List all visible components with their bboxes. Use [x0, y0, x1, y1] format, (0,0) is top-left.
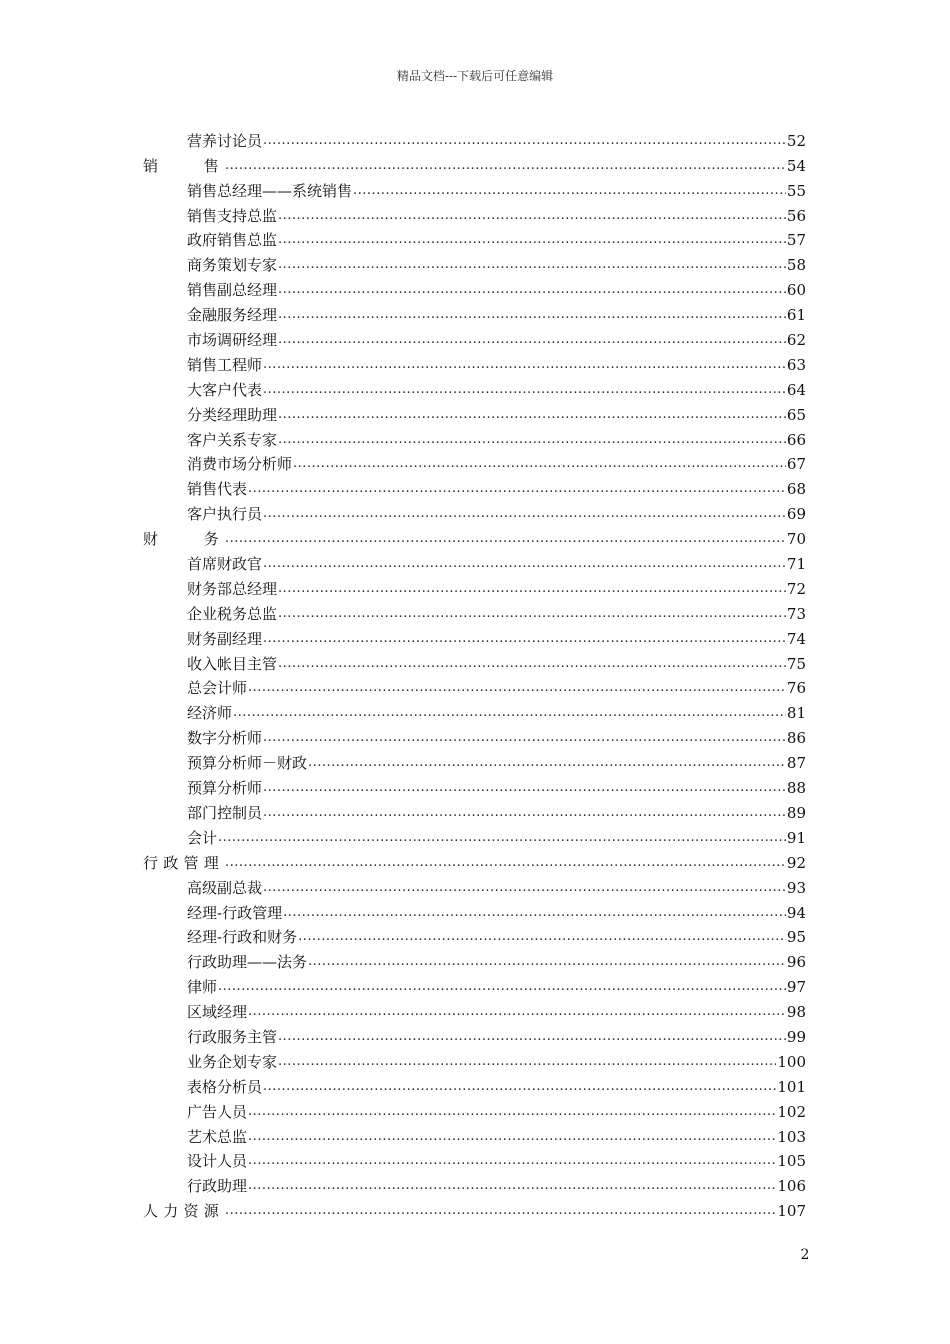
toc-dot-leader: [248, 678, 786, 698]
toc-entry[interactable]: [143, 574, 806, 599]
toc-page-number: 95: [786, 928, 806, 947]
toc-dot-leader: [225, 529, 786, 549]
toc-entry-title: 商务策划专家: [187, 256, 278, 275]
toc-dot-leader: [248, 1176, 776, 1196]
toc-page-number: 76: [786, 679, 806, 698]
toc-entry-title: 分类经理助理: [187, 405, 278, 424]
toc-entry-title: 行政助理——法务: [187, 953, 308, 972]
toc-dot-leader: [263, 629, 786, 649]
toc-page-number: 69: [786, 505, 806, 524]
toc-dot-leader: [263, 778, 786, 798]
toc-entry-title: 经理-行政管理: [187, 903, 283, 922]
toc-entry[interactable]: [143, 350, 806, 375]
toc-entry-title: 表格分析员: [187, 1077, 263, 1096]
toc-page-number: 94: [786, 903, 806, 922]
toc-entry-title: 区域经理: [187, 1003, 248, 1022]
toc-page-number: 97: [786, 978, 806, 997]
toc-entry[interactable]: [143, 1147, 806, 1172]
toc-entry-title: 行政助理: [187, 1177, 248, 1196]
toc-entry[interactable]: [143, 176, 806, 201]
toc-entry[interactable]: [143, 300, 806, 325]
toc-page-number: 73: [786, 604, 806, 623]
toc-entry-title: 经济师: [187, 704, 233, 723]
toc-entry[interactable]: [143, 599, 806, 624]
toc-dot-leader: [278, 330, 786, 350]
toc-page-number: 92: [786, 853, 806, 872]
toc-entry-title: 企业税务总监: [187, 604, 278, 623]
toc-section-entry[interactable]: [143, 848, 806, 873]
toc-page-number: 96: [786, 953, 806, 972]
toc-dot-leader: [308, 952, 786, 972]
toc-entry-title: 消费市场分析师: [187, 455, 293, 474]
toc-entry-title: 数字分析师: [187, 729, 263, 748]
toc-entry-title: 客户关系专家: [187, 430, 278, 449]
toc-entry[interactable]: [143, 674, 806, 699]
toc-entry[interactable]: [143, 1171, 806, 1196]
toc-dot-leader: [278, 604, 786, 624]
toc-page-number: 93: [786, 878, 806, 897]
toc-entry[interactable]: [143, 624, 806, 649]
toc-entry[interactable]: [143, 499, 806, 524]
toc-entry-title: 行政服务主管: [187, 1027, 278, 1046]
toc-entry-title: 收入帐目主管: [187, 654, 278, 673]
toc-entry-title: 预算分析师－财政: [187, 754, 308, 773]
toc-page-number: 107: [777, 1202, 806, 1221]
toc-section-entry[interactable]: [143, 524, 806, 549]
toc-page-number: 71: [786, 555, 806, 574]
toc-entry[interactable]: [143, 898, 806, 923]
toc-dot-leader: [283, 903, 786, 923]
toc-page-number: 74: [786, 629, 806, 648]
toc-dot-leader: [293, 454, 786, 474]
toc-entry[interactable]: [143, 947, 806, 972]
toc-entry[interactable]: [143, 226, 806, 251]
toc-entry-title: 首席财政官: [187, 555, 263, 574]
toc-entry-title: 销 售: [143, 156, 225, 175]
toc-entry[interactable]: [143, 997, 806, 1022]
toc-page-number: 98: [786, 1003, 806, 1022]
toc-dot-leader: [225, 853, 786, 873]
toc-entry[interactable]: [143, 649, 806, 674]
toc-entry[interactable]: [143, 325, 806, 350]
toc-entry[interactable]: [143, 1022, 806, 1047]
toc-dot-leader: [248, 479, 786, 499]
toc-dot-leader: [278, 405, 786, 425]
toc-entry[interactable]: [143, 1072, 806, 1097]
toc-entry-title: 客户执行员: [187, 505, 263, 524]
toc-page-number: 103: [777, 1127, 806, 1146]
toc-entry[interactable]: [143, 425, 806, 450]
toc-page-number: 60: [786, 281, 806, 300]
toc-entry[interactable]: [143, 1097, 806, 1122]
toc-entry-title: 人力资源: [143, 1202, 225, 1221]
toc-dot-leader: [263, 554, 786, 574]
toc-dot-leader: [278, 579, 786, 599]
toc-page-number: 64: [786, 380, 806, 399]
toc-entry[interactable]: [143, 773, 806, 798]
toc-page-number: 81: [786, 704, 806, 723]
toc-entry-title: 高级副总裁: [187, 878, 263, 897]
toc-entry-title: 销售副总经理: [187, 281, 278, 300]
toc-page-number: 75: [786, 654, 806, 673]
toc-dot-leader: [278, 430, 786, 450]
toc-page-number: 87: [786, 754, 806, 773]
toc-entry[interactable]: [143, 126, 806, 151]
toc-entry-title: 营养讨论员: [187, 131, 263, 150]
toc-dot-leader: [233, 703, 786, 723]
toc-dot-leader: [278, 255, 786, 275]
toc-entry-title: 设计人员: [187, 1152, 248, 1171]
toc-dot-leader: [248, 1127, 776, 1147]
toc-dot-leader: [278, 280, 786, 300]
toc-dot-leader: [248, 1002, 786, 1022]
toc-page-number: 62: [786, 331, 806, 350]
toc-entry-title: 财务部总经理: [187, 579, 278, 598]
toc-entry[interactable]: [143, 275, 806, 300]
toc-entry[interactable]: [143, 1047, 806, 1072]
toc-dot-leader: [263, 355, 786, 375]
toc-entry[interactable]: [143, 474, 806, 499]
toc-dot-leader: [308, 753, 786, 773]
toc-dot-leader: [298, 927, 786, 947]
toc-page-number: 57: [786, 231, 806, 250]
page-number: 2: [800, 1247, 810, 1263]
toc-entry-title: 大客户代表: [187, 380, 263, 399]
toc-page-number: 61: [786, 306, 806, 325]
toc-dot-leader: [278, 206, 786, 226]
toc-entry-title: 行政管理: [143, 853, 225, 872]
toc-dot-leader: [278, 1027, 786, 1047]
toc-entry[interactable]: [143, 549, 806, 574]
toc-entry[interactable]: [143, 450, 806, 475]
toc-page-number: 52: [786, 131, 806, 150]
toc-page-number: 54: [786, 156, 806, 175]
toc-dot-leader: [263, 380, 786, 400]
toc-entry-title: 律师: [187, 978, 218, 997]
toc-dot-leader: [248, 1102, 776, 1122]
toc-dot-leader: [278, 305, 786, 325]
toc-entry-title: 销售代表: [187, 480, 248, 499]
toc-entry-title: 艺术总监: [187, 1127, 248, 1146]
toc-entry[interactable]: [143, 400, 806, 425]
toc-entry[interactable]: [143, 250, 806, 275]
toc-page-number: 58: [786, 256, 806, 275]
toc-entry[interactable]: [143, 201, 806, 226]
toc-entry-title: 经理-行政和财务: [187, 928, 298, 947]
toc-entry[interactable]: [143, 698, 806, 723]
toc-page-number: 99: [786, 1027, 806, 1046]
toc-dot-leader: [218, 977, 786, 997]
toc-dot-leader: [263, 504, 786, 524]
toc-page-number: 68: [786, 480, 806, 499]
toc-entry-title: 销售工程师: [187, 355, 263, 374]
toc-dot-leader: [225, 1201, 776, 1221]
toc-dot-leader: [248, 1151, 776, 1171]
toc-page-number: 102: [777, 1102, 806, 1121]
toc-dot-leader: [263, 131, 786, 151]
toc-entry-title: 广告人员: [187, 1102, 248, 1121]
toc-entry[interactable]: [143, 823, 806, 848]
toc-dot-leader: [225, 156, 786, 176]
toc-entry[interactable]: [143, 1122, 806, 1147]
toc-dot-leader: [278, 230, 786, 250]
toc-page-number: 100: [777, 1052, 806, 1071]
toc-page-number: 101: [777, 1077, 806, 1096]
toc-page-number: 86: [786, 729, 806, 748]
toc-entry[interactable]: [143, 748, 806, 773]
toc-dot-leader: [218, 828, 786, 848]
toc-entry-title: 市场调研经理: [187, 331, 278, 350]
toc-page-number: 65: [786, 405, 806, 424]
toc-dot-leader: [263, 803, 786, 823]
toc-entry[interactable]: [143, 798, 806, 823]
toc-page-number: 72: [786, 579, 806, 598]
toc-entry-title: 销售支持总监: [187, 206, 278, 225]
toc-entry-title: 金融服务经理: [187, 306, 278, 325]
toc-page-number: 89: [786, 803, 806, 822]
toc-dot-leader: [263, 728, 786, 748]
toc-page-number: 63: [786, 355, 806, 374]
toc-entry-title: 预算分析师: [187, 779, 263, 798]
toc-entry-title: 业务企划专家: [187, 1052, 278, 1071]
toc-entry-title: 会计: [187, 828, 218, 847]
table-of-contents: [143, 126, 806, 1221]
toc-page-number: 67: [786, 455, 806, 474]
toc-dot-leader: [263, 878, 786, 898]
toc-entry-title: 财 务: [143, 530, 225, 549]
toc-page-number: 66: [786, 430, 806, 449]
toc-page-number: 91: [786, 828, 806, 847]
toc-page-number: 55: [786, 181, 806, 200]
toc-entry[interactable]: [143, 923, 806, 948]
toc-entry[interactable]: [143, 375, 806, 400]
toc-page-number: 88: [786, 779, 806, 798]
toc-entry-title: 部门控制员: [187, 803, 263, 822]
toc-section-entry[interactable]: [143, 151, 806, 176]
toc-page-number: 106: [777, 1177, 806, 1196]
toc-section-entry[interactable]: [143, 1196, 806, 1221]
toc-dot-leader: [278, 1052, 776, 1072]
toc-entry-title: 销售总经理——系统销售: [187, 181, 353, 200]
toc-entry-title: 财务副经理: [187, 629, 263, 648]
toc-page-number: 105: [777, 1152, 806, 1171]
toc-entry-title: 总会计师: [187, 679, 248, 698]
toc-dot-leader: [263, 1077, 776, 1097]
toc-page-number: 56: [786, 206, 806, 225]
toc-dot-leader: [353, 181, 786, 201]
toc-entry[interactable]: [143, 972, 806, 997]
toc-page-number: 70: [786, 530, 806, 549]
toc-entry[interactable]: [143, 723, 806, 748]
page-header: 精品文档---下载后可任意编辑: [396, 69, 554, 83]
toc-dot-leader: [278, 654, 786, 674]
toc-entry-title: 政府销售总监: [187, 231, 278, 250]
toc-entry[interactable]: [143, 873, 806, 898]
